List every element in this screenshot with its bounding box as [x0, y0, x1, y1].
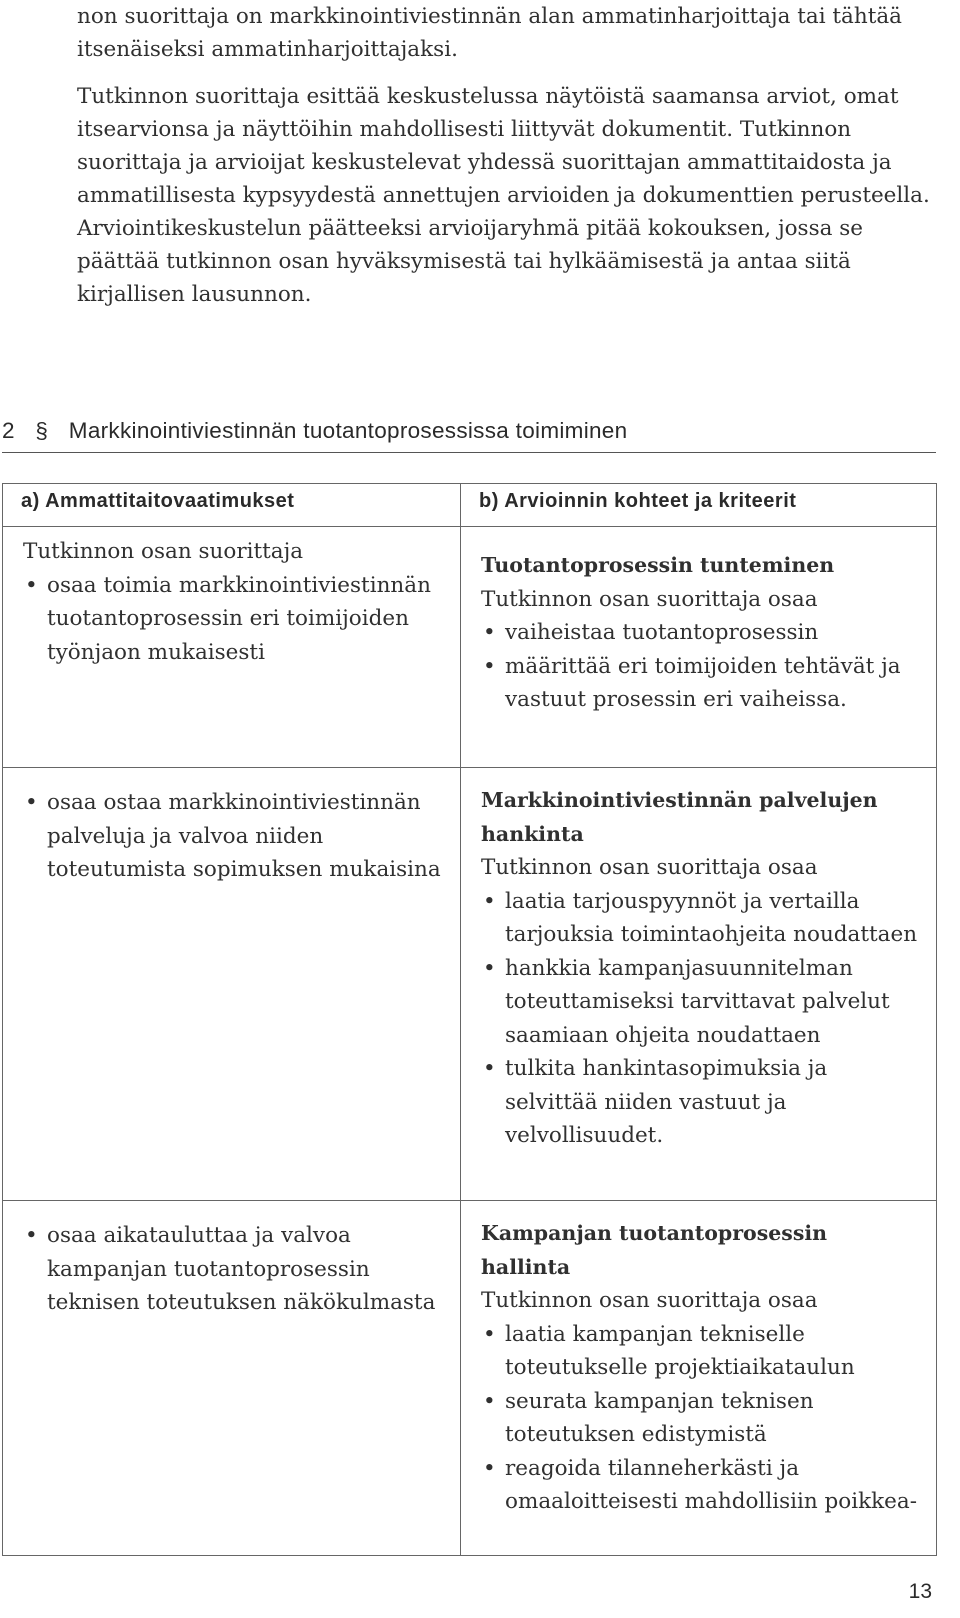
- criteria-cell: [461, 768, 937, 1201]
- criteria-cell: [461, 527, 937, 768]
- requirement-list: [23, 786, 442, 887]
- requirement-cell: [3, 1201, 461, 1556]
- requirement-bullet: • osaa toimia markkinointiviestinnän tuotantoprosessin eri toimijoiden työnjaon mukaisesti: [23, 569, 442, 670]
- criteria-title: Markkinointiviestinnän palvelujen hankinta: [481, 788, 878, 846]
- table-header-row: [3, 484, 937, 527]
- section-symbol: §: [35, 418, 49, 443]
- criteria-bullet: • vaiheistaa tuotantoprosessin: [481, 616, 918, 650]
- criteria-bullet: • määrittää eri toimijoiden tehtävät ja vastuut prosessin eri vaiheissa.: [481, 650, 918, 717]
- criteria-list: [481, 1318, 918, 1519]
- table-row: [3, 527, 937, 768]
- criteria-bullet: • reagoida tilanneherkästi ja omaaloitteisesti mahdollisiin poikkea-: [481, 1452, 918, 1519]
- table-row: [3, 768, 937, 1201]
- criteria-bullet: • laatia tarjouspyynnöt ja vertailla tarjouksia toimintaohjeita noudattaen: [481, 885, 918, 952]
- requirement-list: [23, 1219, 442, 1320]
- requirement-bullet: • osaa ostaa markkinointiviestinnän palveluja ja valvoa niiden toteutumista sopimuksen mukaisina: [23, 786, 442, 887]
- intro-text: [77, 0, 937, 311]
- intro-paragraph-1: non suorittaja on markkinointiviestinnän alan ammatinharjoittaja tai tähtää itsenäiseksi ammatinharjoittajaksi.: [77, 4, 902, 62]
- table-row: [3, 1201, 937, 1556]
- criteria-list: [481, 616, 918, 717]
- section-title: Markkinointiviestinnän tuotantoprosessissa toimiminen: [68, 418, 628, 443]
- criteria-intro: Tutkinnon osan suorittaja osaa: [481, 855, 818, 880]
- requirement-list: [23, 569, 442, 670]
- criteria-bullet: • seurata kampanjan teknisen toteutuksen edistymistä: [481, 1385, 918, 1452]
- section-number: 2: [2, 418, 15, 443]
- criteria-bullet: • laatia kampanjan tekniselle toteutukselle projektiaikataulun: [481, 1318, 918, 1385]
- requirement-bullet: • osaa aikatauluttaa ja valvoa kampanjan tuotantoprosessin teknisen toteutuksen näkökulmasta: [23, 1219, 442, 1320]
- requirement-title: Tutkinnon osan suorittaja: [23, 539, 304, 564]
- criteria-bullet: • tulkita hankintasopimuksia ja selvittää niiden vastuut ja velvollisuudet.: [481, 1052, 918, 1153]
- header-requirements: a) Ammattitaitovaatimukset: [3, 484, 461, 527]
- criteria-bullet: • hankkia kampanjasuunnitelman toteuttamiseksi tarvittavat palvelut saamiaan ohjeita noudattaen: [481, 952, 918, 1053]
- criteria-intro: Tutkinnon osan suorittaja osaa: [481, 1288, 818, 1313]
- criteria-cell: [461, 1201, 937, 1556]
- header-criteria: b) Arvioinnin kohteet ja kriteerit: [461, 484, 937, 527]
- requirement-cell: [3, 527, 461, 768]
- section-heading: [2, 418, 936, 453]
- criteria-title: Kampanjan tuotantoprosessin hallinta: [481, 1221, 828, 1279]
- requirement-cell: [3, 768, 461, 1201]
- criteria-title: Tuotantoprosessin tunteminen: [481, 553, 835, 577]
- criteria-intro: Tutkinnon osan suorittaja osaa: [481, 586, 818, 612]
- criteria-table: [2, 483, 937, 1556]
- criteria-list: [481, 885, 918, 1153]
- intro-paragraph-2: Tutkinnon suorittaja esittää keskustelussa näytöistä saamansa arviot, omat itsearvionsa ja näyttöihin mahdollisesti liittyvät dokumentit. Tutkinnon suorittaja ja arvioijat keskustelevat yhdessä suorittajan ammattitaidosta ja ammatillisesta kypsyydestä annettujen arvioiden ja dokumenttien perusteella. Arviointikeskustelun päätteeksi arvioijaryhmä pitää kokouksen, jossa se päättää tutkinnon osan hyväksymisestä tai hylkäämisestä ja antaa siitä kirjallisen lausunnon.: [77, 84, 930, 307]
- page-number: 13: [908, 1580, 932, 1603]
